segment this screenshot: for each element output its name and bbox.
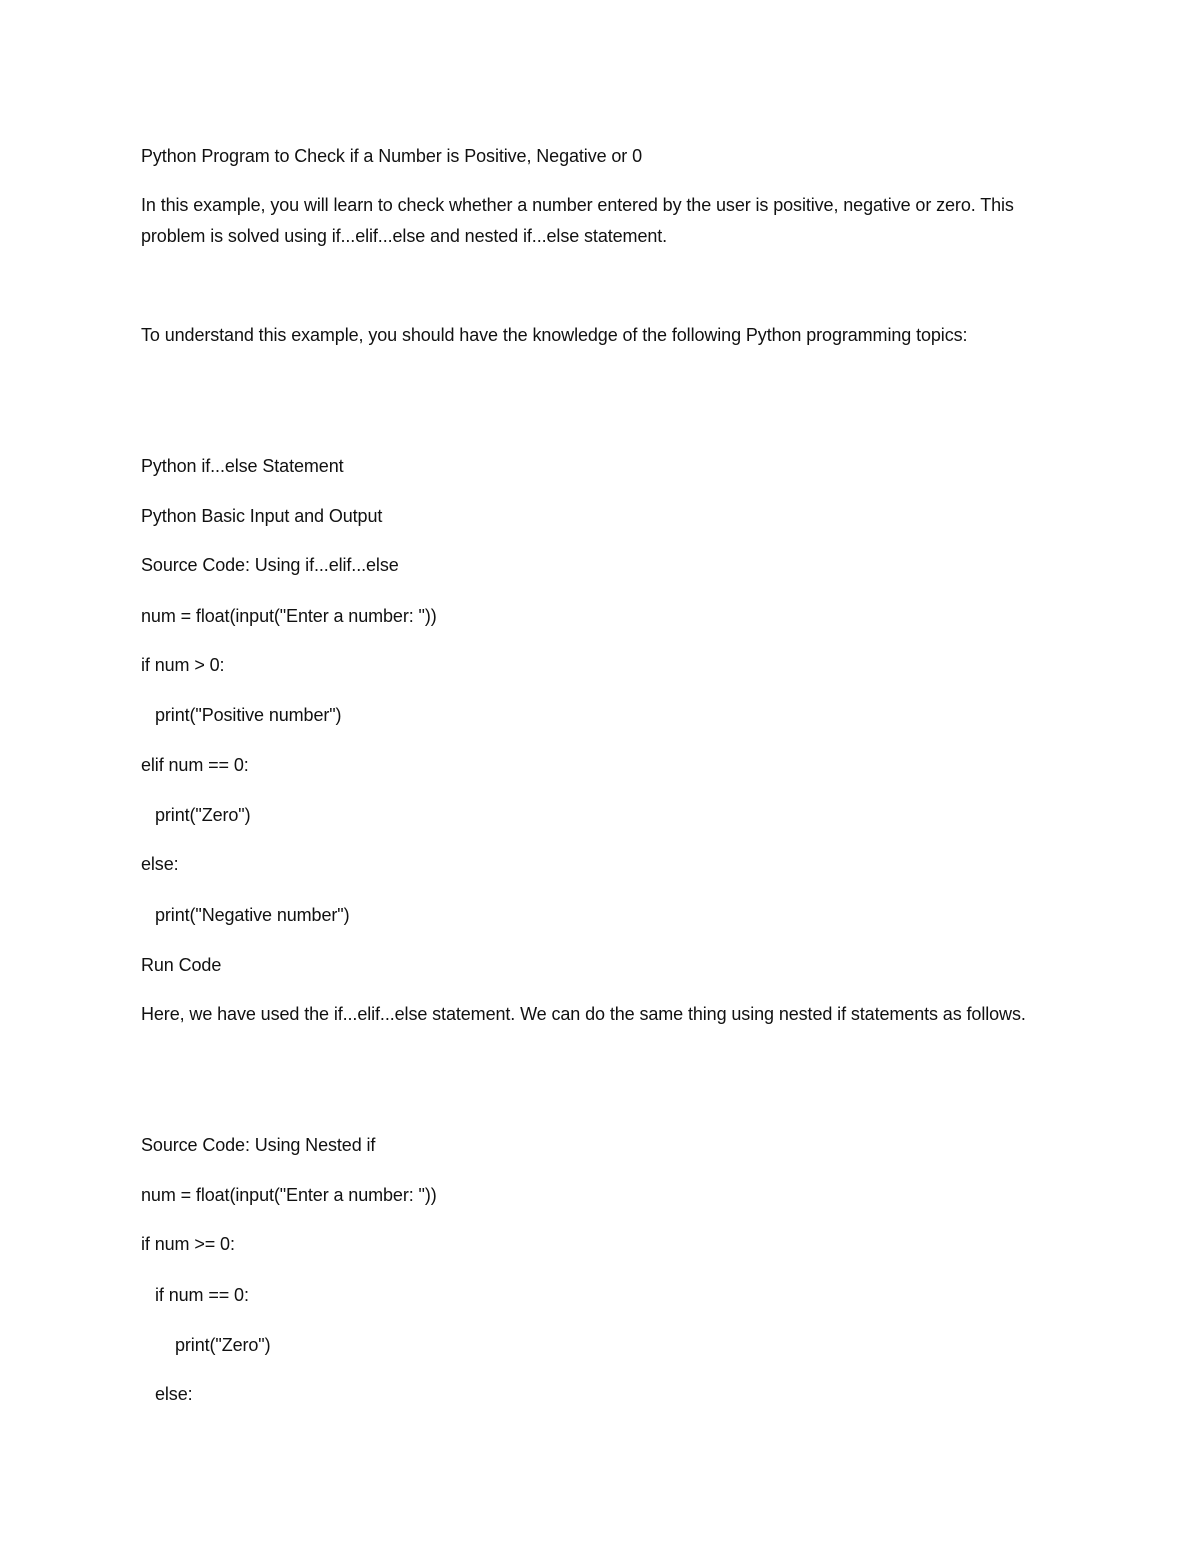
intro-paragraph: In this example, you will learn to check whether a number entered by the user is positive, negative or zero. This problem is solved using if...elif...else and nested if...else statement. <box>141 195 1014 246</box>
run-code-label: Run Code <box>141 955 222 975</box>
section-heading-if-elif-else: Source Code: Using if...elif...else <box>141 555 399 575</box>
code-line: if num > 0: <box>141 655 225 675</box>
document-title: Python Program to Check if a Number is Positive, Negative or 0 <box>141 146 643 166</box>
code-line: else: <box>141 854 179 874</box>
code-line: num = float(input("Enter a number: ")) <box>141 606 437 626</box>
code-line: else: <box>155 1384 193 1404</box>
explanation-paragraph: Here, we have used the if...elif...else statement. We can do the same thing using nested if statements as follows. <box>141 1004 1026 1024</box>
code-line: if num == 0: <box>155 1285 249 1305</box>
code-line: print("Positive number") <box>155 705 342 725</box>
topic-item: Python Basic Input and Output <box>141 506 383 526</box>
code-line: if num >= 0: <box>141 1234 235 1254</box>
section-heading-nested-if: Source Code: Using Nested if <box>141 1135 376 1155</box>
code-line: print("Negative number") <box>155 905 350 925</box>
code-line: num = float(input("Enter a number: ")) <box>141 1185 437 1205</box>
code-line: print("Zero") <box>175 1335 271 1355</box>
topic-item: Python if...else Statement <box>141 456 344 476</box>
code-line: elif num == 0: <box>141 755 249 775</box>
prerequisite-paragraph: To understand this example, you should have the knowledge of the following Python programming topics: <box>141 325 968 345</box>
code-line: print("Zero") <box>155 805 251 825</box>
